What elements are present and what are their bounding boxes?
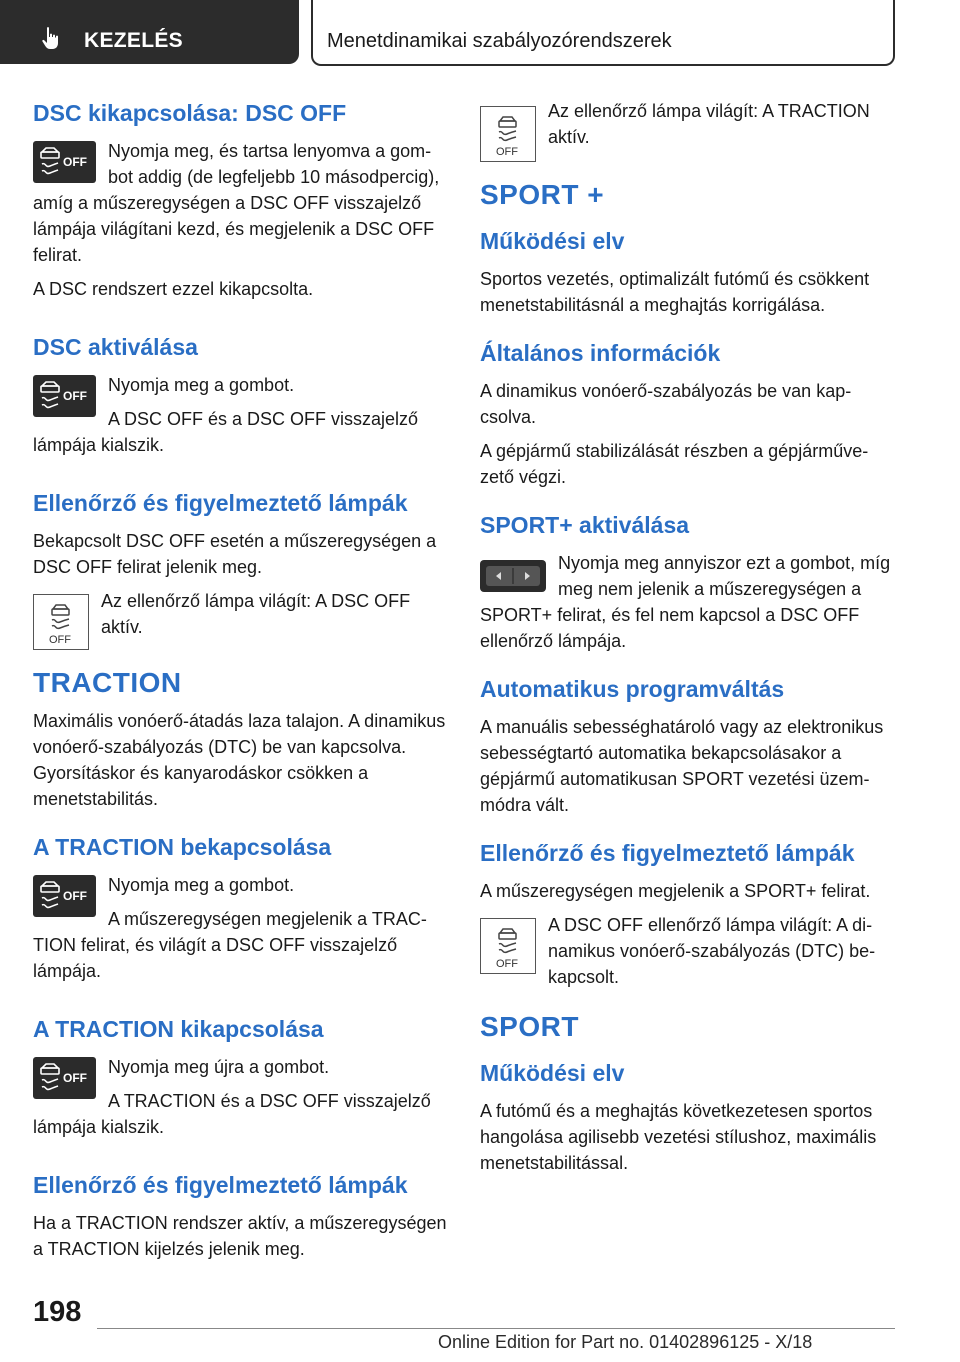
chapter-tab [311, 0, 895, 66]
footer-edition: Online Edition for Part no. 01402896125 - X/18 [438, 1332, 813, 1352]
driving-mode-switch-icon [480, 560, 546, 592]
heading-indicator-lights-1: Ellenőrző és figyelmeztető lámpák [33, 490, 408, 516]
heading-traction-off: A TRACTION kikapcsolása [33, 1016, 324, 1042]
right-column [480, 98, 896, 1184]
off-label: OFF [63, 1071, 87, 1085]
heading-indicator-lights-2: Ellenőrző és figyelmeztető lámpák [33, 1172, 408, 1198]
dsc-activate-step: Nyomja meg a gombot. [108, 375, 295, 395]
traction-off-instruction [33, 1054, 449, 1148]
dsc-off-indicator-text: Az ellenőrző lámpa világít: A DSC OFF aktív. [101, 591, 411, 637]
general-info-text-2: A gépjármű stabilizálását részben a gépjárművezető végzi. [480, 441, 869, 487]
auto-program-text: A manuális sebességhatároló vagy az elektronikus sebességtartó automatika bekapcsolásakor a gépjármű automatikusan SPORT vezetési üzemmódra vált. [480, 717, 884, 815]
off-label: OFF [496, 958, 518, 970]
chapter-title: Menetdinamikai szabályozórendszerek [327, 30, 672, 52]
traction-on-instruction [33, 872, 449, 992]
page-number: 198 [33, 1296, 82, 1328]
traction-off-step: Nyomja meg újra a gombot. [108, 1057, 330, 1077]
page-header [0, 0, 960, 66]
heading-traction: TRACTION [33, 667, 182, 698]
heading-dsc-off: DSC kikapcsolása: DSC OFF [33, 100, 347, 126]
dsc-off-button-icon [33, 375, 96, 417]
heading-sport: SPORT [480, 1011, 579, 1042]
sport-principle: A futómű és a meghajtás következetesen sportos hangolása agilisebb vezetési stílushoz, maximális menetstabilitással. [480, 1101, 877, 1173]
footer-divider [97, 1328, 895, 1329]
dsc-off-button-icon [33, 141, 96, 183]
traction-on-result: A műszeregységen megjelenik a TRACTION felirat, és világít a DSC OFF visszajelző lámpája. [33, 909, 427, 981]
sport-plus-indicator-text: A DSC OFF ellenőrző lámpa világít: A dinamikus vonóerő-szabályozás (DTC) bekapcsolt. [548, 915, 876, 987]
dsc-activate-instruction [33, 372, 449, 466]
traction-indicator-text: Az ellenőrző lámpa világít: A TRACTION aktív. [548, 101, 870, 147]
traction-indicator-row [480, 98, 896, 166]
traction-on-step: Nyomja meg a gombot. [108, 875, 295, 895]
off-label: OFF [63, 155, 87, 169]
dsc-off-text: Nyomja meg, és tartsa lenyomva a gombot addig (de legfeljebb 10 másodpercig), amíg a műszeregységen a DSC OFF visszajelző lámpája világítani kezd, és megjelenik a DSC OFF felirat. [33, 141, 440, 265]
traction-desc: Maximális vonóerő-átadás laza talajon. A dinamikus vonóerő-szabályozás (DTC) be van kapcsolva. Gyorsításkor és kanyarodáskor csökken a menetstabilitás. [33, 711, 446, 809]
heading-principle-1: Működési elv [480, 228, 625, 254]
heading-principle-2: Működési elv [480, 1060, 625, 1086]
off-label: OFF [63, 889, 87, 903]
heading-traction-on: A TRACTION bekapcsolása [33, 834, 332, 860]
heading-sport-plus-activate: SPORT+ aktiválása [480, 512, 690, 538]
left-column [33, 98, 449, 1270]
dsc-off-indicator-icon [33, 594, 89, 650]
off-label: OFF [496, 146, 518, 158]
dsc-off-button-icon [33, 875, 96, 917]
off-label: OFF [49, 634, 71, 646]
section-title: KEZELÉS [84, 29, 183, 52]
dsc-off-button-icon [33, 1057, 96, 1099]
sport-plus-principle: Sportos vezetés, optimalizált futómű és csökkent menetstabilitásnál a meghajtás korrigálása. [480, 269, 870, 315]
dsc-off-instruction [33, 138, 449, 276]
indicator-text-1: Bekapcsolt DSC OFF esetén a műszeregységen a DSC OFF felirat jelenik meg. [33, 531, 437, 577]
dsc-activate-result: A DSC OFF és a DSC OFF visszajelző lámpája kialszik. [33, 409, 419, 455]
general-info-text-1: A dinamikus vonóerő-szabályozás be van kapcsolva. [480, 381, 852, 427]
heading-general-info: Általános információk [480, 340, 721, 366]
dsc-off-indicator-row [33, 588, 449, 654]
indicator-text-2: Ha a TRACTION rendszer aktív, a műszeregységen a TRACTION kijelzés jelenik meg. [33, 1213, 447, 1259]
heading-indicator-lights-3: Ellenőrző és figyelmeztető lámpák [480, 840, 855, 866]
heading-auto-program: Automatikus programváltás [480, 676, 785, 702]
sport-plus-instruction [480, 550, 896, 662]
heading-sport-plus: SPORT + [480, 179, 605, 210]
dsc-off-result: A DSC rendszert ezzel kikapcsolta. [33, 279, 314, 299]
indicator-text-3: A műszeregységen megjelenik a SPORT+ felirat. [480, 881, 871, 901]
dsc-off-indicator-icon [480, 106, 536, 162]
traction-off-result: A TRACTION és a DSC OFF visszajelző lámpája kialszik. [33, 1091, 431, 1137]
off-label: OFF [63, 389, 87, 403]
sport-plus-indicator-row [480, 912, 896, 998]
section-tab [0, 0, 299, 64]
heading-dsc-activate: DSC aktiválása [33, 334, 198, 360]
dsc-off-indicator-icon [480, 918, 536, 974]
sport-plus-activate-text: Nyomja meg annyiszor ezt a gombot, míg meg nem jelenik a műszeregységen a SPORT+ felirat, és fel nem kapcsol a DSC OFF ellenőrző lámpája. [480, 553, 891, 651]
hand-pointer-icon [40, 26, 62, 50]
